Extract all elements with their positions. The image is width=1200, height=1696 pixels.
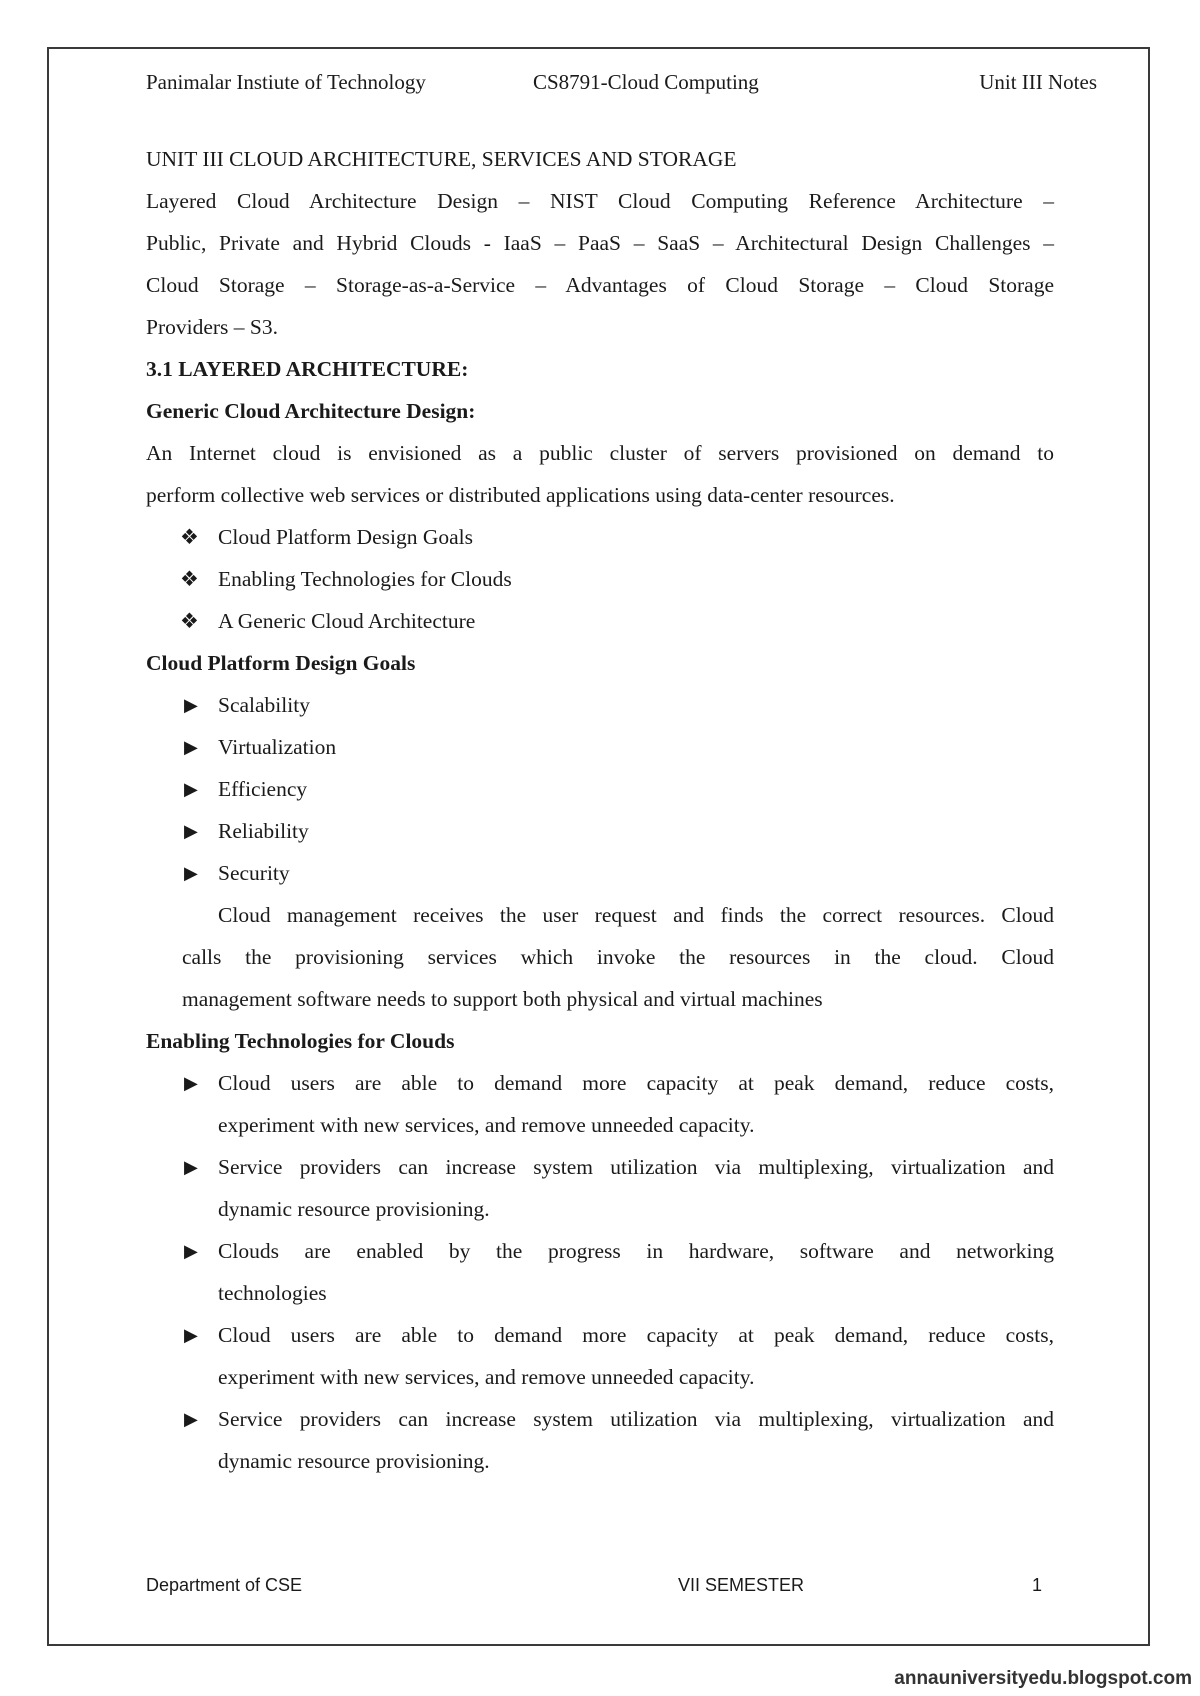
goal-text: Efficiency (218, 777, 308, 801)
header-course: CS8791-Cloud Computing (533, 70, 759, 94)
management-line: calls the provisioning services which invoke the resources in the cloud. Cloud (182, 945, 1054, 969)
enabling-text: Cloud users are able to demand more capacity at peak demand, reduce costs, (218, 1323, 1054, 1347)
triangle-bullet-icon: ▶ (184, 1157, 198, 1177)
diamond-bullet-icon: ❖ (180, 609, 199, 633)
enabling-text: experiment with new services, and remove unneeded capacity. (218, 1365, 755, 1389)
intro-line: perform collective web services or distributed applications using data-center resources. (146, 483, 895, 507)
syllabus-line: Cloud Storage – Storage-as-a-Service – Advantages of Cloud Storage – Cloud Storage (146, 273, 1054, 297)
unit-title: UNIT III CLOUD ARCHITECTURE, SERVICES AND STORAGE (146, 147, 737, 171)
triangle-bullet-icon: ▶ (184, 737, 198, 757)
enabling-text: experiment with new services, and remove unneeded capacity. (218, 1113, 755, 1137)
enabling-text: dynamic resource provisioning. (218, 1197, 490, 1221)
intro-line: An Internet cloud is envisioned as a public cluster of servers provisioned on demand to (146, 441, 1054, 465)
enabling-text: Service providers can increase system utilization via multiplexing, virtualization and (218, 1155, 1054, 1179)
goal-text: Reliability (218, 819, 309, 843)
enabling-text: Cloud users are able to demand more capacity at peak demand, reduce costs, (218, 1071, 1054, 1095)
triangle-bullet-icon: ▶ (184, 821, 198, 841)
goal-text: Scalability (218, 693, 310, 717)
footer-semester: VII SEMESTER (678, 1575, 805, 1595)
header-institute: Panimalar Instiute of Technology (146, 70, 426, 94)
enabling-text: technologies (218, 1281, 327, 1305)
header-unit: Unit III Notes (979, 70, 1097, 94)
footer-department: Department of CSE (146, 1575, 303, 1595)
triangle-bullet-icon: ▶ (184, 1325, 198, 1345)
triangle-bullet-icon: ▶ (184, 1241, 198, 1261)
syllabus-line: Providers – S3. (146, 315, 278, 339)
topic-text: Cloud Platform Design Goals (218, 525, 473, 549)
diamond-bullet-icon: ❖ (180, 525, 199, 549)
enabling-text: dynamic resource provisioning. (218, 1449, 490, 1473)
management-line: management software needs to support both physical and virtual machines (182, 987, 823, 1011)
watermark-url: annauniversityedu.blogspot.com (894, 1668, 1192, 1689)
generic-heading: Generic Cloud Architecture Design: (146, 399, 476, 423)
management-line: Cloud management receives the user request and finds the correct resources. Cloud (218, 903, 1054, 927)
syllabus-line: Public, Private and Hybrid Clouds - IaaS – PaaS – SaaS – Architectural Design Challenges – (146, 231, 1054, 255)
syllabus-line: Layered Cloud Architecture Design – NIST Cloud Computing Reference Architecture – (146, 189, 1054, 213)
goal-text: Security (218, 861, 290, 885)
triangle-bullet-icon: ▶ (184, 1073, 198, 1093)
diamond-bullet-icon: ❖ (180, 567, 199, 591)
enabling-text: Clouds are enabled by the progress in hardware, software and networking (218, 1239, 1054, 1263)
triangle-bullet-icon: ▶ (184, 695, 198, 715)
goals-heading: Cloud Platform Design Goals (146, 651, 416, 675)
triangle-bullet-icon: ▶ (184, 779, 198, 799)
goal-text: Virtualization (218, 735, 337, 759)
triangle-bullet-icon: ▶ (184, 1409, 198, 1429)
triangle-bullet-icon: ▶ (184, 863, 198, 883)
section-heading: 3.1 LAYERED ARCHITECTURE: (146, 357, 469, 381)
enabling-text: Service providers can increase system utilization via multiplexing, virtualization and (218, 1407, 1054, 1431)
footer-page-number: 1 (1032, 1575, 1043, 1595)
topic-text: Enabling Technologies for Clouds (218, 567, 512, 591)
topic-text: A Generic Cloud Architecture (218, 609, 476, 633)
enabling-heading: Enabling Technologies for Clouds (146, 1029, 455, 1053)
